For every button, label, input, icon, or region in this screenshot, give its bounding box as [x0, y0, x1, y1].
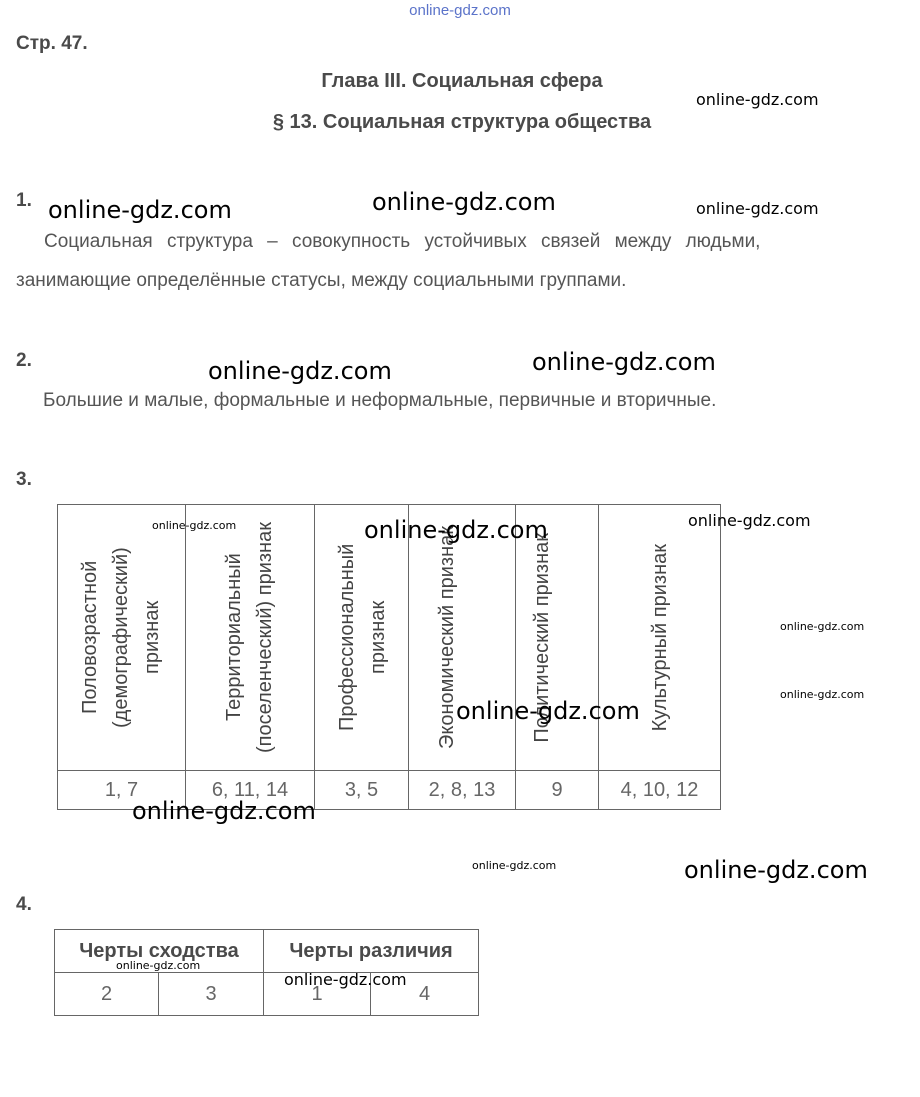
- task-2-number: 2.: [16, 350, 32, 371]
- table-header-cell: [58, 505, 186, 771]
- table-header-cell: [516, 505, 599, 771]
- task-2-answer: Большие и малые, формальные и неформальные, первичные и вторичные.: [43, 390, 717, 411]
- value-cell-professional: 3, 5: [315, 771, 409, 810]
- watermark: online-gdz.com: [152, 519, 237, 532]
- header-similarities: Черты сходства: [55, 930, 264, 973]
- table-header-cell: [409, 505, 516, 771]
- task-1-answer-line-2: занимающие определённые статусы, между социальными группами.: [16, 270, 627, 291]
- watermark: online-gdz.com: [456, 697, 640, 725]
- section-title: § 13. Социальная структура общества: [272, 111, 652, 133]
- table-header-cell: [186, 505, 315, 771]
- watermark: online-gdz.com: [696, 90, 819, 109]
- table-header-cell: [315, 505, 409, 771]
- value-cell: 2: [55, 973, 159, 1016]
- value-cell-cultural: 4, 10, 12: [599, 771, 721, 810]
- watermark: online-gdz.com: [208, 357, 392, 385]
- page-reference: Стр. 47.: [16, 33, 88, 54]
- header-economic: Экономический признак: [436, 526, 458, 749]
- watermark: online-gdz.com: [684, 856, 868, 884]
- watermark: online-gdz.com: [364, 516, 548, 544]
- top-watermark: online-gdz.com: [409, 2, 511, 19]
- header-professional: Профессиональный признак: [335, 543, 389, 732]
- watermark: online-gdz.com: [48, 196, 232, 224]
- watermark: online-gdz.com: [780, 688, 865, 701]
- value-cell: 3: [159, 973, 264, 1016]
- header-cultural: Культурный признак: [648, 543, 671, 732]
- watermark: online-gdz.com: [688, 511, 811, 530]
- watermark: online-gdz.com: [116, 959, 201, 972]
- task-1-number: 1.: [16, 190, 32, 211]
- watermark: online-gdz.com: [372, 188, 556, 216]
- watermark: online-gdz.com: [132, 797, 316, 825]
- value-cell: 4: [371, 973, 479, 1016]
- header-differences: Черты различия: [264, 930, 479, 973]
- header-political: Политический признак: [531, 532, 553, 743]
- task-3-number: 3.: [16, 469, 32, 490]
- watermark: online-gdz.com: [472, 859, 557, 872]
- value-cell: 1: [264, 973, 371, 1016]
- watermark: online-gdz.com: [780, 620, 865, 633]
- comparison-table: [54, 929, 479, 1016]
- watermark: online-gdz.com: [696, 199, 819, 218]
- task-4-number: 4.: [16, 894, 32, 915]
- value-cell-economic: 2, 8, 13: [409, 771, 516, 810]
- header-territorial: Территориальный (поселенческий) признак: [223, 522, 276, 753]
- chapter-title: Глава III. Социальная сфера: [321, 70, 603, 92]
- task-1-answer-line-1: Социальная структура – совокупность устойчивых связей между людьми,: [44, 231, 761, 252]
- table-header-row: [58, 505, 721, 771]
- watermark: online-gdz.com: [532, 348, 716, 376]
- value-cell-demographic: 1, 7: [58, 771, 186, 810]
- header-demographic: Половозрастной (демографический) признак: [79, 547, 163, 728]
- watermark: online-gdz.com: [284, 970, 407, 989]
- value-cell-territorial: 6, 11, 14: [186, 771, 315, 810]
- table-header-cell: [599, 505, 721, 771]
- classification-table: [57, 504, 721, 810]
- value-cell-political: 9: [516, 771, 599, 810]
- table-row: [55, 973, 479, 1016]
